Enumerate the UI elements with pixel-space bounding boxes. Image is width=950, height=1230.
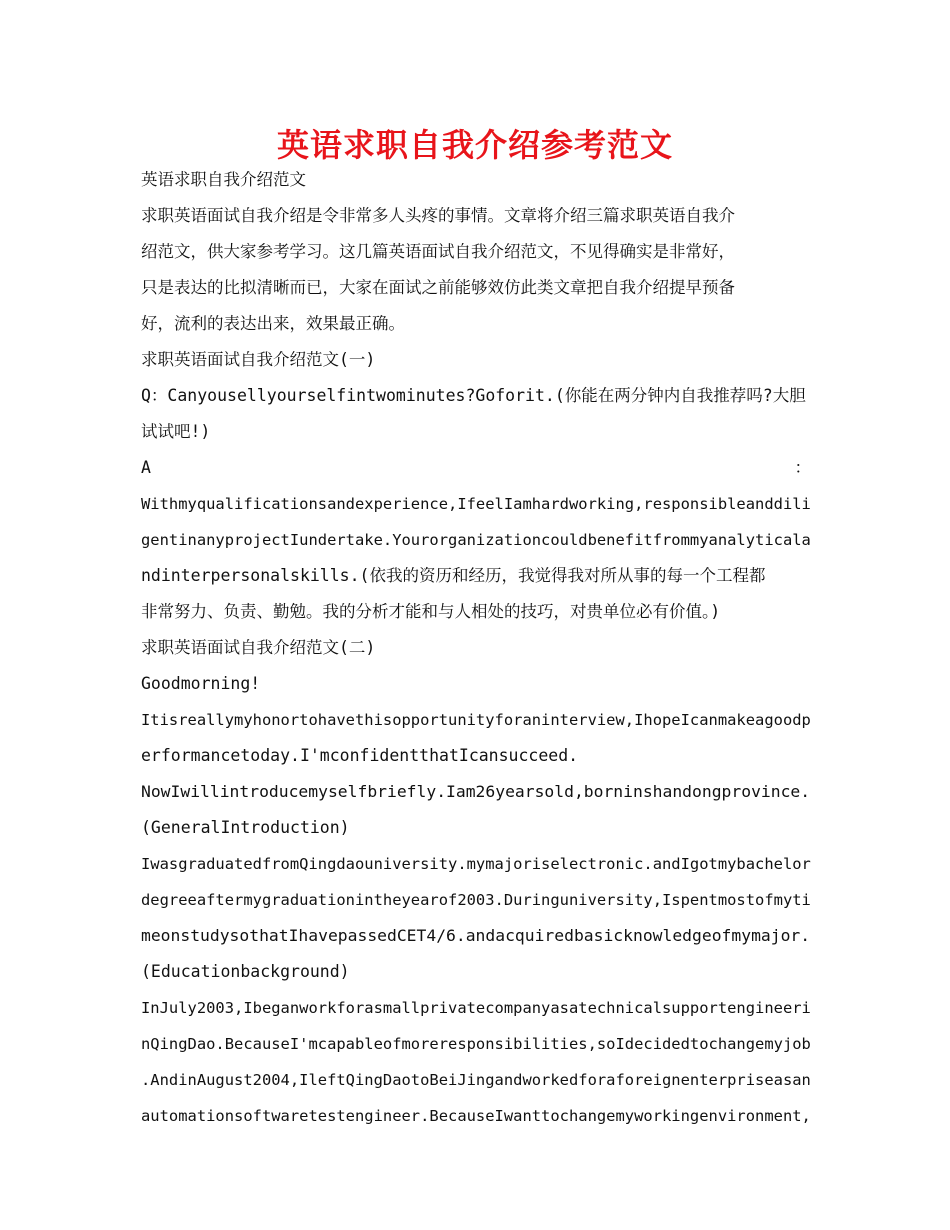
text-line: Withmyqualificationsandexperience,IfeelIamhardworking,responsibleanddili (141, 495, 811, 513)
text-line: nQingDao.BecauseI'mcapableofmoreresponsibilities,soIdecidedtochangemyjob (141, 1035, 811, 1053)
text-line: 绍范文，供大家参考学习。这几篇英语面试自我介绍范文，不见得确实是非常好， (141, 242, 735, 261)
section-heading: 求职英语面试自我介绍范文(一) (141, 350, 376, 369)
text-line: 英语求职自我介绍范文 (141, 170, 306, 189)
text-line: 只是表达的比拟清晰而已，大家在面试之前能够效仿此类文章把自我介绍提早预备 (141, 278, 735, 297)
text-line: (GeneralIntroduction) (141, 818, 350, 837)
text-line: automationsoftwaretestengineer.BecauseIwanttochangemyworkingenvironment, (141, 1107, 811, 1125)
text-line: ndinterpersonalskills.(依我的资历和经历，我觉得我对所从事的每一个工程都 (141, 566, 766, 585)
text-line: NowIwillintroducemyselfbriefly.Iam26yearsold,borninshandongprovince. (141, 782, 811, 801)
text-line: meonstudysothatIhavepassedCET4/6.andacquiredbasicknowledgeofmymajor. (141, 926, 811, 945)
answer-label-line (141, 450, 811, 486)
text-line: 好，流利的表达出来，效果最正确。 (141, 314, 405, 333)
answer-colon: ： (794, 458, 811, 477)
text-line: gentinanyprojectIundertake.Yourorganizationcouldbenefitfrommyanalyticala (141, 531, 811, 549)
text-line: degreeaftermygraduationintheyearof2003.Duringuniversity,Ispentmostofmyti (141, 891, 811, 909)
text-line: (Educationbackground) (141, 962, 350, 981)
text-line: InJuly2003,Ibeganworkforasmallprivatecompanyasatechnicalsupportengineeri (141, 999, 811, 1017)
text-line: erformancetoday.I'mconfidentthatIcansucceed. (141, 746, 579, 765)
text-line: Q：Canyousellyourselfintwominutes?Goforit.(你能在两分钟内自我推荐吗?大胆 (141, 386, 806, 405)
text-line: .AndinAugust2004,IleftQingDaotoBeiJingandworkedforaforeignenterpriseasan (141, 1071, 811, 1089)
section-heading: 求职英语面试自我介绍范文(二) (141, 638, 376, 657)
answer-label: A (141, 458, 151, 477)
text-line: Goodmorning! (141, 674, 261, 693)
text-line: 求职英语面试自我介绍是令非常多人头疼的事情。文章将介绍三篇求职英语自我介 (141, 206, 735, 225)
document-body (141, 162, 811, 1134)
text-line: 试试吧!) (141, 422, 211, 441)
text-line: IwasgraduatedfromQingdaouniversity.mymajoriselectronic.andIgotmybachelor (141, 855, 811, 873)
text-line: Itisreallymyhonortohavethisopportunityforaninterview,IhopeIcanmakeagoodp (141, 711, 811, 729)
document-title: 英语求职自我介绍参考范文 (276, 126, 673, 164)
text-line: 非常努力、负责、勤勉。我的分析才能和与人相处的技巧，对贵单位必有价值。) (141, 602, 721, 621)
